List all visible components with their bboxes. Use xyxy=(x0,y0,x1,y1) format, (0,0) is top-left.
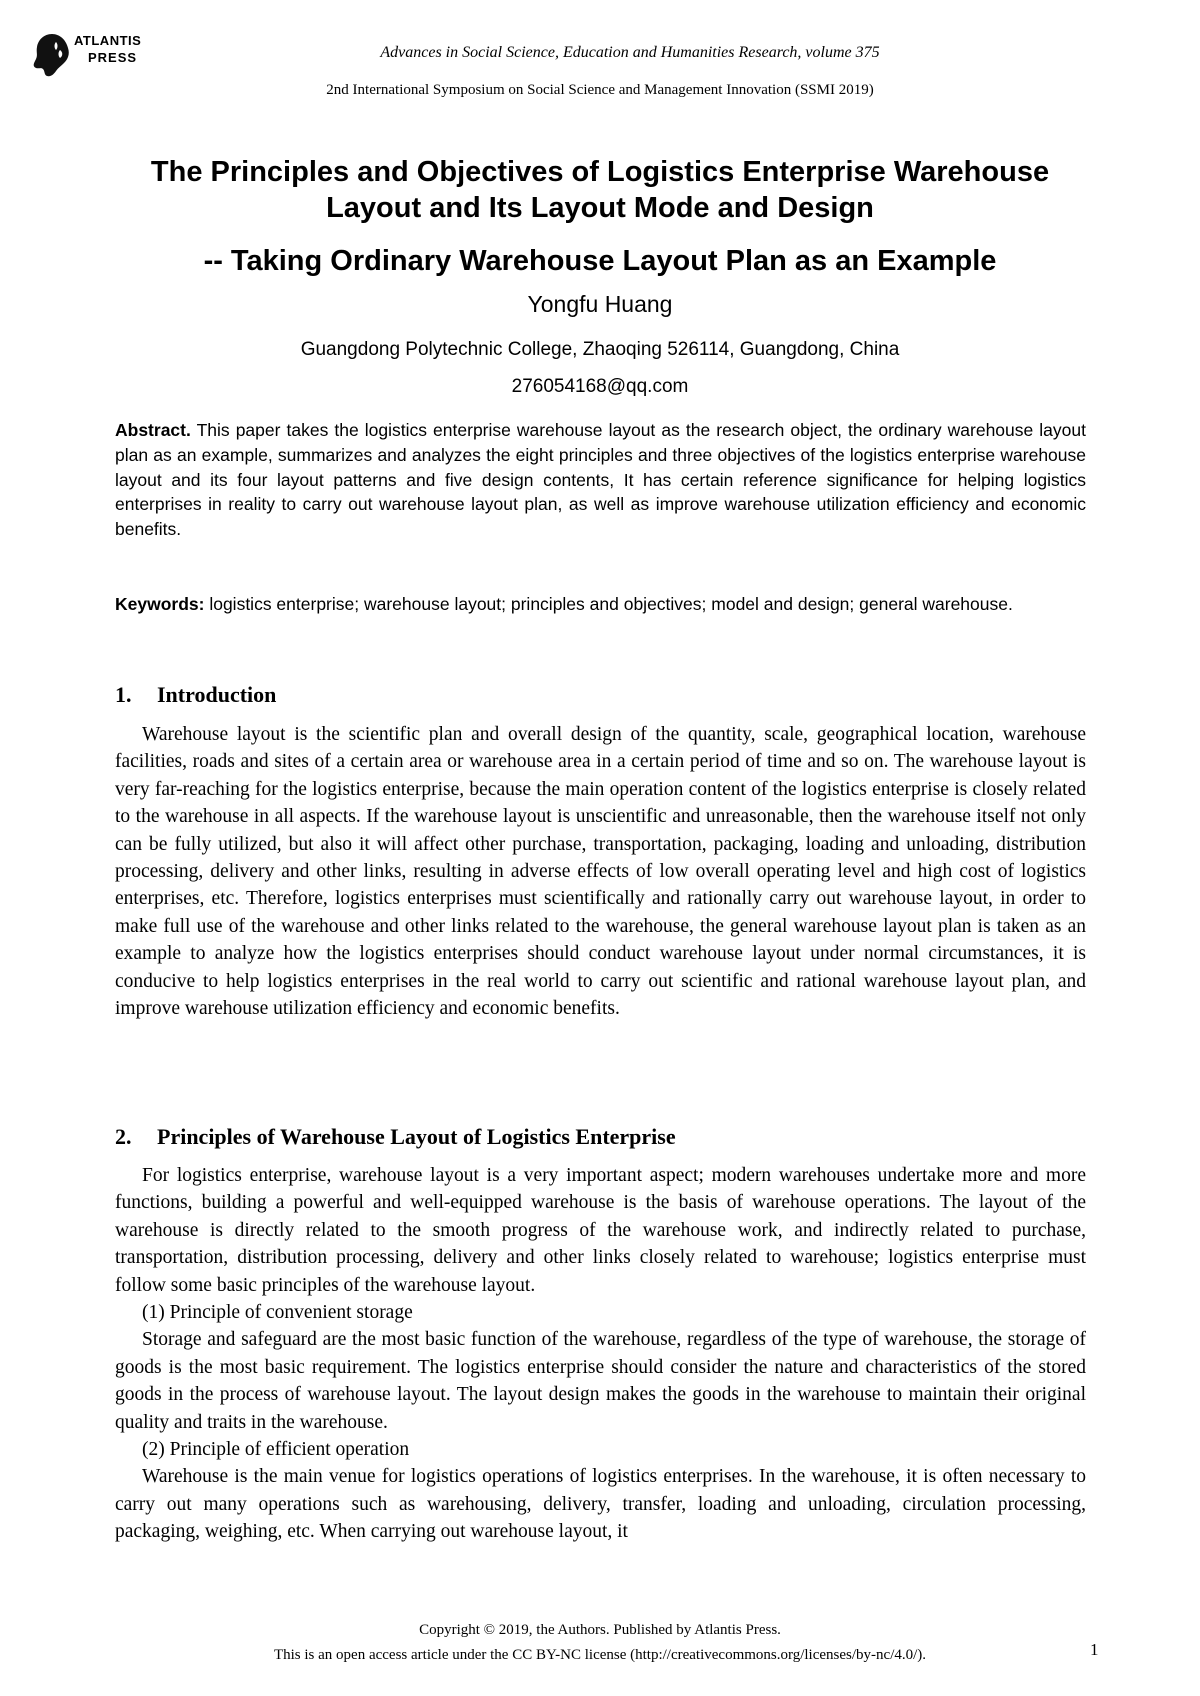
logo-text-press: PRESS xyxy=(88,50,138,65)
author-affiliation: Guangdong Polytechnic College, Zhaoqing 526114, Guangdong, China xyxy=(300,339,900,360)
atlantis-press-logo-icon xyxy=(30,30,74,80)
paragraph: Warehouse layout is the scientific plan and overall design of the quantity, scale, geographical location, warehouse facilities, roads and sites of a certain area or warehouse area in a certain period of time and so on. The warehouse layout is very far-reaching for the logistics enterprise, because the main operation content of the logistics enterprise is closely related to the warehouse in all aspects. If the warehouse layout is unscientific and unreasonable, then the warehouse itself not only can be fully utilized, but also it will affect other purchase, transportation, packaging, loading and unloading, distribution processing, delivery and other links, resulting in adverse effects of low overall operating level and high cost of logistics enterprises, etc. Therefore, logistics enterprises must scientifically and rationally carry out warehouse layout, in order to make full use of the warehouse and other links related to the warehouse, the general warehouse layout plan is taken as an example to analyze how the logistics enterprises should conduct warehouse layout under normal circumstances, it is conducive to help logistics enterprises in the real world to carry out scientific and rational warehouse layout plan, and improve warehouse utilization efficiency and economic benefits. xyxy=(115,724,1086,1020)
copyright-notice: Copyright © 2019, the Authors. Published by Atlantis Press. xyxy=(419,1622,781,1638)
abstract-text: This paper takes the logistics enterprise warehouse layout as the research object, the ordinary warehouse layout plan as an example, summarizes and analyzes the eight principles and three objectives of the logistics enterprise warehouse layout and its four layout patterns and five design contents, It has certain reference significance for helping logistics enterprises in reality to carry out warehouse layout plan, as well as improve warehouse utilization efficiency and economic benefits. xyxy=(115,420,1086,540)
section-heading-principles xyxy=(115,1124,676,1150)
abstract xyxy=(115,418,1086,542)
license-notice: This is an open access article under the CC BY-NC license (http://creativecommons.org/licenses/by-nc/4.0/). xyxy=(273,1647,927,1663)
subheading-convenient-storage: (1) Principle of convenient storage xyxy=(142,1302,413,1324)
subheading-efficient-operation: (2) Principle of efficient operation xyxy=(142,1439,410,1461)
section-title: Principles of Warehouse Layout of Logistics Enterprise xyxy=(157,1124,676,1149)
section-title: Introduction xyxy=(157,682,277,707)
conference-name: 2nd International Symposium on Social Science and Management Innovation (SSMI 2019) xyxy=(326,82,874,98)
logo-text-atlantis: ATLANTIS xyxy=(74,33,142,48)
keywords-label: Keywords: xyxy=(115,594,205,614)
section-number: 1. xyxy=(115,682,132,707)
journal-name: Advances in Social Science, Education and Humanities Research, volume 375 xyxy=(380,44,880,61)
abstract-label: Abstract. xyxy=(115,420,191,440)
page-number: 1 xyxy=(1090,1640,1099,1659)
atlantis-press-logo xyxy=(30,30,160,80)
author-name: Yongfu Huang xyxy=(527,291,673,317)
principles-body xyxy=(115,1162,1086,1546)
paper-title: The Principles and Objectives of Logistics Enterprise Warehouse Layout and Its Layout Mode and Design xyxy=(150,156,1050,224)
section-number: 2. xyxy=(115,1124,132,1149)
paragraph: For logistics enterprise, warehouse layout is a very important aspect; modern warehouses undertake more and more functions, building a powerful and well-equipped warehouse is the basis of warehouse operations. The layout of the warehouse is directly related to the smooth progress of the warehouse work, and indirectly related to purchase, transportation, distribution processing, delivery and other links closely related to warehouse; logistics enterprise must follow some basic principles of the warehouse layout. xyxy=(115,1165,1086,1296)
introduction-body xyxy=(115,721,1086,1022)
author-email: 276054168@qq.com xyxy=(511,376,689,397)
section-heading-introduction xyxy=(115,682,276,708)
paper-subtitle: -- Taking Ordinary Warehouse Layout Plan as an Example xyxy=(203,245,997,277)
keywords xyxy=(115,592,1086,617)
paragraph: Warehouse is the main venue for logistics operations of logistics enterprises. In the warehouse, it is often necessary to carry out many operations such as warehousing, delivery, transfer, loading and unloading, circulation processing, packaging, weighing, etc. When carrying out warehouse layout, it xyxy=(115,1466,1086,1543)
keywords-text: logistics enterprise; warehouse layout; principles and objectives; model and design; general warehouse. xyxy=(204,594,1013,614)
paragraph: Storage and safeguard are the most basic function of the warehouse, regardless of the type of warehouse, the storage of goods is the most basic requirement. The logistics enterprise should consider the nature and characteristics of the stored goods in the process of warehouse layout. The layout design makes the goods in the warehouse to maintain their original quality and traits in the warehouse. xyxy=(115,1329,1086,1433)
